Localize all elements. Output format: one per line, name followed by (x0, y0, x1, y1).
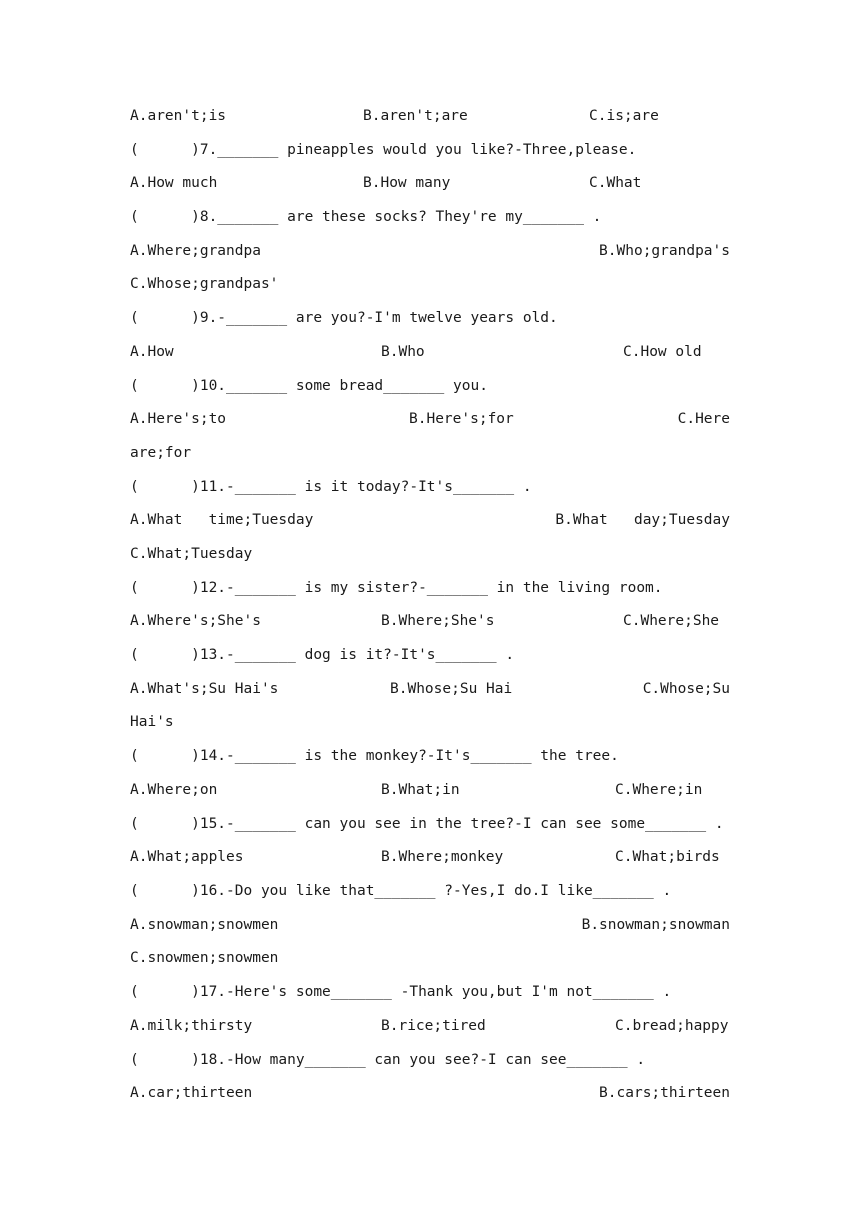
option-b: B.snowman;snowman (581, 917, 730, 933)
options-line (130, 409, 730, 429)
options-line (130, 443, 730, 463)
option-a: A.What;apples (130, 849, 244, 865)
option-b: B.aren't;are (363, 108, 468, 124)
option-b: B.cars;thirteen (599, 1085, 730, 1101)
question-7: ( )7._______ pineapples would you like?-Three,please. (130, 142, 637, 158)
options-line (130, 544, 730, 564)
question-13: ( )13.-_______ dog is it?-It's_______ . (130, 647, 515, 663)
options-line (130, 106, 730, 126)
question-9: ( )9.-_______ are you?-I'm twelve years old. (130, 310, 558, 326)
question-11: ( )11.-_______ is it today?-It's_______ . (130, 479, 532, 495)
option-a: A.aren't;is (130, 108, 227, 124)
option-c: C.What (589, 175, 642, 191)
options-line (130, 342, 730, 362)
option-c: C.Where;in (615, 782, 703, 798)
options-line (130, 510, 730, 530)
question-17: ( )17.-Here's some_______ -Thank you,but I'm not_______ . (130, 984, 672, 1000)
option-a: A.car;thirteen (130, 1085, 253, 1101)
options-line (130, 1016, 730, 1036)
option-c-continued: are;for (130, 445, 192, 461)
option-a: A.What time;Tuesday (130, 512, 314, 528)
option-c: C.Whose;Su (642, 681, 730, 697)
options-line (130, 274, 730, 294)
option-c: C.snowmen;snowmen (130, 950, 279, 966)
option-c-continued: Hai's (130, 714, 174, 730)
options-line (130, 847, 730, 867)
options-line (130, 1083, 730, 1103)
option-b: B.Where;She's (381, 613, 495, 629)
question-15: ( )15.-_______ can you see in the tree?-I can see some_______ . (130, 816, 724, 832)
option-a: A.snowman;snowmen (130, 917, 279, 933)
option-b: B.Where;monkey (381, 849, 504, 865)
option-b: B.Whose;Su Hai (390, 681, 513, 697)
option-a: A.What's;Su Hai's (130, 681, 279, 697)
options-line (130, 948, 730, 968)
options-line (130, 173, 730, 193)
option-a: A.Here's;to (130, 411, 227, 427)
option-c: C.Here (677, 411, 730, 427)
option-c: C.How old (623, 344, 702, 360)
option-b: B.What;in (381, 782, 460, 798)
option-c: C.bread;happy (615, 1018, 729, 1034)
options-line (130, 915, 730, 935)
option-b: B.Who (381, 344, 425, 360)
option-b: B.rice;tired (381, 1018, 486, 1034)
option-a: A.Where's;She's (130, 613, 261, 629)
option-c: C.Where;She (623, 613, 720, 629)
question-14: ( )14.-_______ is the monkey?-It's_______ the tree. (130, 748, 619, 764)
option-c: C.What;Tuesday (130, 546, 253, 562)
option-b: B.How many (363, 175, 451, 191)
options-line (130, 241, 730, 261)
question-8: ( )8._______ are these socks? They're my_______ . (130, 209, 602, 225)
options-line (130, 611, 730, 631)
question-16: ( )16.-Do you like that_______ ?-Yes,I do.I like_______ . (130, 883, 672, 899)
option-a: A.How (130, 344, 174, 360)
option-b: B.Who;grandpa's (599, 243, 730, 259)
worksheet-page (130, 0, 730, 1216)
option-c: C.Whose;grandpas' (130, 276, 279, 292)
option-a: A.How much (130, 175, 218, 191)
option-b: B.Here's;for (409, 411, 514, 427)
options-line (130, 712, 730, 732)
option-a: A.Where;grandpa (130, 243, 261, 259)
options-line (130, 780, 730, 800)
question-12: ( )12.-_______ is my sister?-_______ in the living room. (130, 580, 663, 596)
options-line (130, 679, 730, 699)
question-10: ( )10._______ some bread_______ you. (130, 378, 488, 394)
question-18: ( )18.-How many_______ can you see?-I can see_______ . (130, 1052, 646, 1068)
option-a: A.milk;thirsty (130, 1018, 253, 1034)
option-a: A.Where;on (130, 782, 218, 798)
option-c: C.is;are (589, 108, 659, 124)
option-b: B.What day;Tuesday (555, 512, 730, 528)
option-c: C.What;birds (615, 849, 720, 865)
